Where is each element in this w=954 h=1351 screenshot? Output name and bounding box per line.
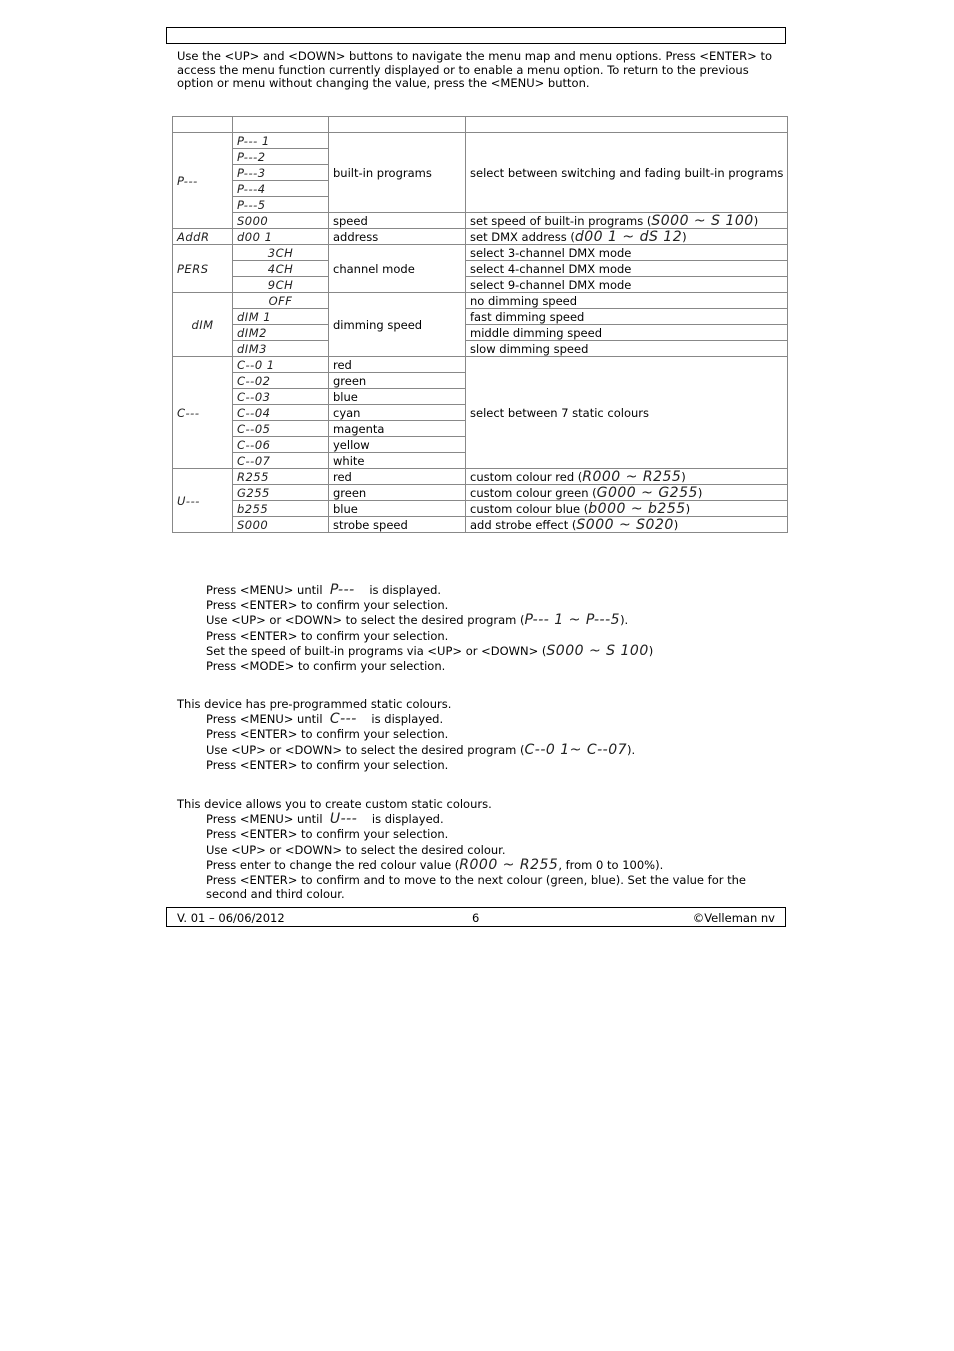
menu-code: C--04: [233, 405, 329, 421]
menu-code: 9CH: [233, 277, 329, 293]
menu-code: C--07: [233, 453, 329, 469]
menu-main-p: P---: [173, 133, 233, 229]
menu-code: S000: [233, 213, 329, 229]
menu-code: b255: [233, 501, 329, 517]
table-row: [173, 213, 788, 229]
menu-code: C--05: [233, 421, 329, 437]
menu-function: cyan: [329, 405, 466, 421]
menu-function: dimming speed: [329, 293, 466, 357]
menu-function: green: [329, 373, 466, 389]
menu-function: built-in programs: [329, 133, 466, 213]
section-intro: This device has pre-programmed static colours.: [177, 697, 452, 711]
menu-main-c: C---: [173, 357, 233, 469]
step-line: second and third colour.: [206, 887, 345, 902]
menu-main-addr: AddR: [173, 229, 233, 245]
step-line: Use <UP> or <DOWN> to select the desired program (C--0 1~ C--07).: [206, 741, 636, 758]
menu-function: magenta: [329, 421, 466, 437]
table-row: [173, 357, 788, 373]
menu-function: address: [329, 229, 466, 245]
menu-main-dim: dIM: [173, 293, 233, 357]
menu-code: P---3: [233, 165, 329, 181]
step-line: Use <UP> or <DOWN> to select the desired colour.: [206, 842, 506, 857]
table-row: [173, 325, 788, 341]
intro-paragraph: Use the <UP> and <DOWN> buttons to navigate the menu map and menu options. Press <ENTER> to access the menu function currently displayed or to enable a menu option. To return to the previous option or menu without changing the value, press the <MENU> button.: [177, 49, 773, 90]
menu-code: S000: [233, 517, 329, 533]
menu-code: 4CH: [233, 261, 329, 277]
step-line: Press <MODE> to confirm your selection.: [206, 659, 446, 674]
section-static-colours: [177, 697, 777, 773]
menu-function: yellow: [329, 437, 466, 453]
step-line: Press <ENTER> to confirm your selection.: [206, 598, 449, 613]
menu-main-u: U---: [173, 469, 233, 533]
menu-description: middle dimming speed: [466, 325, 788, 341]
step-line: Press <ENTER> to confirm your selection.: [206, 628, 449, 643]
menu-code: C--02: [233, 373, 329, 389]
header-box: [166, 27, 786, 44]
step-line: Set the speed of built-in programs via <UP> or <DOWN> (S000 ~ S 100): [206, 642, 654, 659]
menu-code: P--- 1: [233, 133, 329, 149]
menu-function: channel mode: [329, 245, 466, 293]
menu-function: speed: [329, 213, 466, 229]
table-row: [173, 293, 788, 309]
table-row: [173, 245, 788, 261]
table-row: [173, 501, 788, 517]
menu-description: custom colour blue (b000 ~ b255): [466, 501, 788, 517]
menu-function: white: [329, 453, 466, 469]
step-line: Press <ENTER> to confirm your selection.: [206, 757, 449, 772]
menu-description: custom colour red (R000 ~ R255): [466, 469, 788, 485]
page-footer: [166, 907, 786, 927]
footer-version: V. 01 – 06/06/2012: [177, 911, 285, 925]
menu-description: select 3-channel DMX mode: [466, 245, 788, 261]
menu-code: C--0 1: [233, 357, 329, 373]
menu-code: dIM3: [233, 341, 329, 357]
section-built-in-programs: [177, 583, 777, 674]
menu-code: dIM2: [233, 325, 329, 341]
menu-description: custom colour green (G000 ~ G255): [466, 485, 788, 501]
menu-code: C--06: [233, 437, 329, 453]
menu-description: fast dimming speed: [466, 309, 788, 325]
menu-description: select 4-channel DMX mode: [466, 261, 788, 277]
menu-description: set DMX address (d00 1 ~ dS 12): [466, 229, 788, 245]
menu-map-table: [172, 116, 788, 533]
menu-function: blue: [329, 501, 466, 517]
menu-function: blue: [329, 389, 466, 405]
menu-code: dIM 1: [233, 309, 329, 325]
footer-page-number: 6: [472, 911, 480, 925]
menu-code: P---5: [233, 197, 329, 213]
menu-description: set speed of built-in programs (S000 ~ S 100): [466, 213, 788, 229]
table-row: [173, 517, 788, 533]
table-row: [173, 277, 788, 293]
menu-code: C--03: [233, 389, 329, 405]
table-row: [173, 261, 788, 277]
step-line: Use <UP> or <DOWN> to select the desired program (P--- 1 ~ P---5).: [206, 612, 629, 629]
section-custom-colours: [177, 797, 777, 901]
menu-code: G255: [233, 485, 329, 501]
menu-code: P---2: [233, 149, 329, 165]
step-line: Press enter to change the red colour value (R000 ~ R255, from 0 to 100%).: [206, 856, 664, 873]
table-header-row: [173, 117, 788, 133]
step-line: Press <MENU> until P--- is displayed.: [206, 582, 442, 598]
menu-code: R255: [233, 469, 329, 485]
footer-copyright: ©Velleman nv: [692, 911, 775, 925]
menu-description: select between 7 static colours: [466, 357, 788, 469]
table-row: [173, 341, 788, 357]
table-row: [173, 133, 788, 149]
table-row: [173, 469, 788, 485]
menu-code: OFF: [233, 293, 329, 309]
menu-code: 3CH: [233, 245, 329, 261]
step-line: Press <MENU> until U--- is displayed.: [206, 811, 444, 828]
step-line: Press <ENTER> to confirm and to move to the next colour (green, blue). Set the value for the: [206, 873, 747, 888]
menu-function: green: [329, 485, 466, 501]
section-intro: This device allows you to create custom static colours.: [177, 797, 492, 811]
menu-function: strobe speed: [329, 517, 466, 533]
menu-description: slow dimming speed: [466, 341, 788, 357]
menu-code: P---4: [233, 181, 329, 197]
menu-description: select 9-channel DMX mode: [466, 277, 788, 293]
menu-code: d00 1: [233, 229, 329, 245]
table-row: [173, 229, 788, 245]
table-row: [173, 309, 788, 325]
step-line: Press <ENTER> to confirm your selection.: [206, 827, 449, 842]
step-line: Press <MENU> until C--- is displayed.: [206, 711, 444, 728]
menu-function: red: [329, 469, 466, 485]
menu-description: select between switching and fading built-in programs: [466, 133, 788, 213]
menu-description: no dimming speed: [466, 293, 788, 309]
menu-function: red: [329, 357, 466, 373]
menu-main-pers: PERS: [173, 245, 233, 293]
menu-description: add strobe effect (S000 ~ S020): [466, 517, 788, 533]
table-row: [173, 485, 788, 501]
step-line: Press <ENTER> to confirm your selection.: [206, 727, 449, 742]
